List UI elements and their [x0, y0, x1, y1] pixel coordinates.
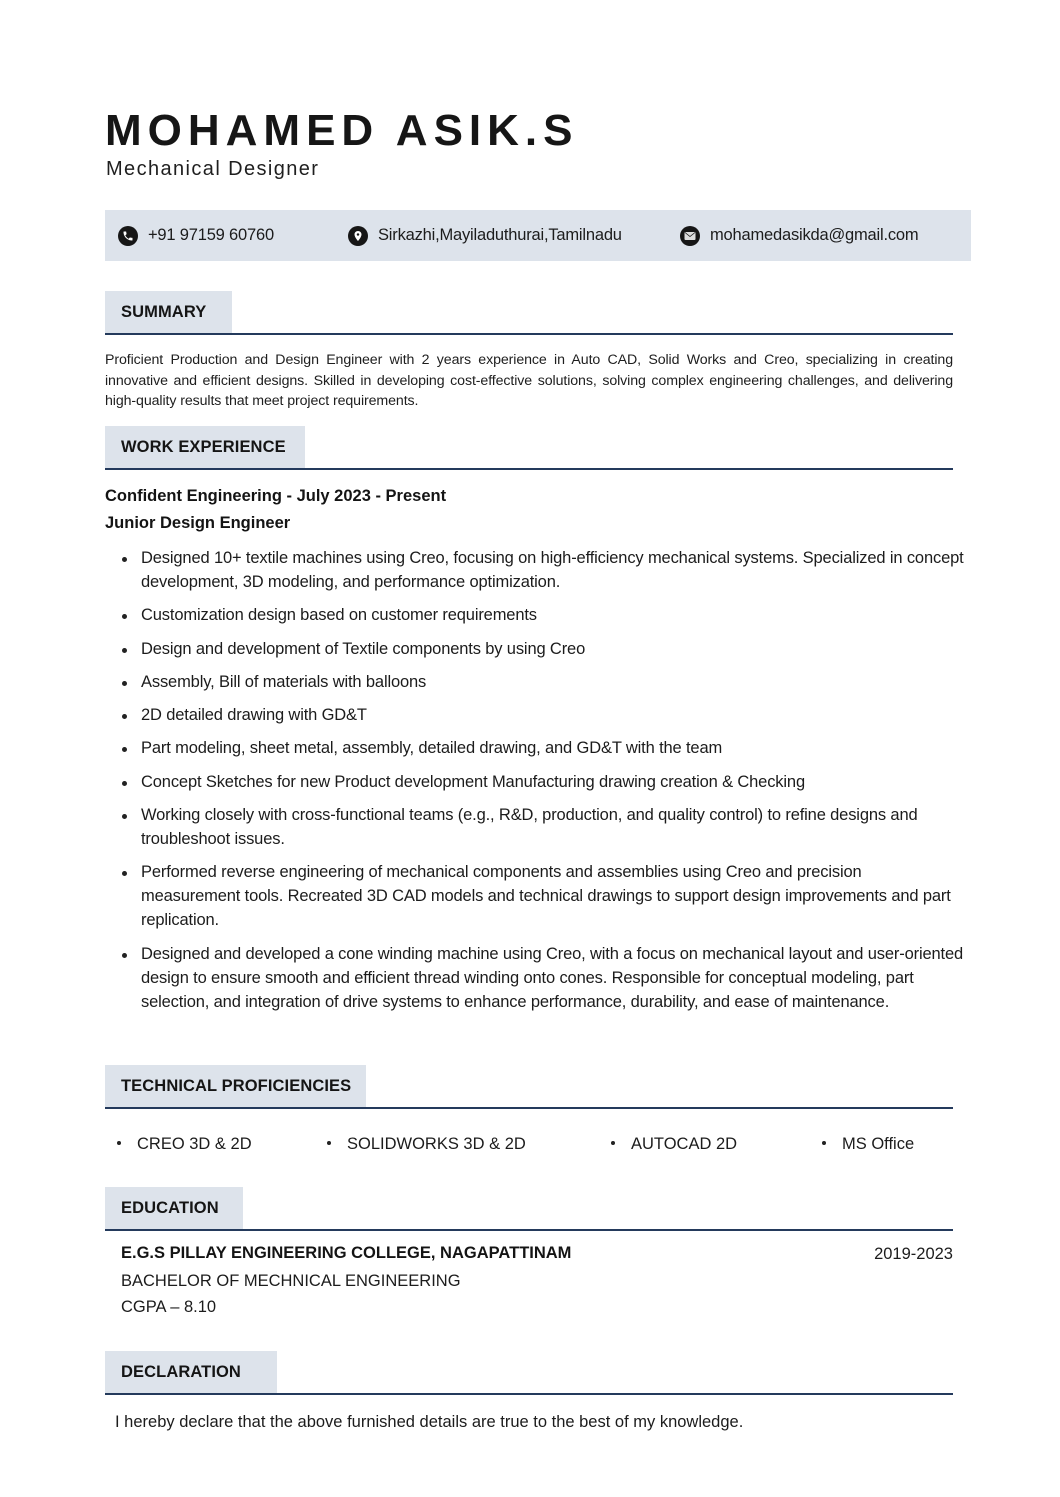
bullet-icon [122, 814, 127, 819]
bullet-icon [611, 1141, 615, 1145]
bullet-icon [117, 1141, 121, 1145]
education-section-header [105, 1187, 953, 1231]
skill-item: MS Office [822, 1133, 914, 1155]
candidate-title: Mechanical Designer [106, 158, 320, 180]
job-role: Junior Design Engineer [105, 514, 291, 532]
list-item: Customization design based on customer requirements [105, 603, 965, 627]
list-item: Designed 10+ textile machines using Creo, focusing on high-efficiency mechanical systems. Specialized in concept development, 3D modeling, and performance optimization. [105, 546, 965, 594]
work-experience-section-header [105, 426, 953, 470]
phone-icon [118, 226, 138, 246]
skill-item: AUTOCAD 2D [611, 1133, 737, 1155]
contact-email [680, 210, 918, 261]
declaration-heading: DECLARATION [105, 1351, 277, 1393]
bullet-icon [122, 781, 127, 786]
list-item: Performed reverse engineering of mechanical components and assemblies using Creo and precision measurement tools. Recreated 3D CAD models and technical drawings to support design improvements and part replication. [105, 860, 965, 932]
contact-phone [118, 210, 274, 261]
bullet-icon [822, 1141, 826, 1145]
bullet-icon [327, 1141, 331, 1145]
email-address[interactable]: mohamedasikda@gmail.com [710, 226, 919, 244]
job-bullet-list [105, 546, 965, 1023]
summary-heading: SUMMARY [105, 291, 232, 333]
summary-section-header [105, 291, 953, 335]
list-item: Part modeling, sheet metal, assembly, detailed drawing, and GD&T with the team [105, 736, 965, 760]
education-years: 2019-2023 [874, 1245, 953, 1263]
job-company-line: Confident Engineering - July 2023 - Present [105, 487, 447, 505]
bullet-icon [122, 747, 127, 752]
bullet-icon [122, 714, 127, 719]
education-degree: BACHELOR OF MECHNICAL ENGINEERING [121, 1272, 461, 1290]
location-text: Sirkazhi,Mayiladuthurai,Tamilnadu [378, 226, 622, 244]
skill-item: SOLIDWORKS 3D & 2D [327, 1133, 526, 1155]
bullet-icon [122, 648, 127, 653]
list-item: Designed and developed a cone winding machine using Creo, with a focus on mechanical layout and user-oriented design to ensure smooth and efficient thread winding onto cones. Responsible for conceptual modeling, part selection, and integration of drive systems to enhance performance, durability, and ease of maintenance. [105, 942, 965, 1014]
declaration-text: I hereby declare that the above furnished details are true to the best of my knowledge. [115, 1413, 744, 1431]
skills-list [105, 1133, 965, 1157]
summary-text: Proficient Production and Design Engineer with 2 years experience in Auto CAD, Solid Works and Creo, specializing in creating innovative and efficient designs. Skilled in developing cost-effective solutions, solving complex engineering challenges, and delivering high-quality results that meet project requirements. [105, 352, 953, 410]
bullet-icon [122, 953, 127, 958]
bullet-icon [122, 614, 127, 619]
envelope-icon [680, 226, 700, 246]
list-item: 2D detailed drawing with GD&T [105, 703, 965, 727]
skill-item: CREO 3D & 2D [117, 1133, 252, 1155]
education-cgpa: CGPA – 8.10 [121, 1298, 217, 1316]
contact-location [348, 210, 622, 261]
education-heading: EDUCATION [105, 1187, 243, 1229]
bullet-icon [122, 681, 127, 686]
list-item: Working closely with cross-functional teams (e.g., R&D, production, and quality control) to refine designs and troubleshoot issues. [105, 803, 965, 851]
declaration-section-header [105, 1351, 953, 1395]
list-item: Design and development of Textile components by using Creo [105, 637, 965, 661]
technical-proficiencies-heading: TECHNICAL PROFICIENCIES [105, 1065, 366, 1107]
contact-bar [105, 210, 971, 261]
list-item: Concept Sketches for new Product development Manufacturing drawing creation & Checking [105, 770, 965, 794]
phone-number: +91 97159 60760 [148, 226, 274, 244]
list-item: Assembly, Bill of materials with balloons [105, 670, 965, 694]
map-pin-icon [348, 226, 368, 246]
work-experience-heading: WORK EXPERIENCE [105, 426, 305, 468]
bullet-icon [122, 871, 127, 876]
education-school: E.G.S PILLAY ENGINEERING COLLEGE, NAGAPATTINAM [121, 1244, 572, 1262]
candidate-name: MOHAMED ASIK.S [105, 106, 579, 155]
technical-proficiencies-section-header [105, 1065, 953, 1109]
bullet-icon [122, 557, 127, 562]
